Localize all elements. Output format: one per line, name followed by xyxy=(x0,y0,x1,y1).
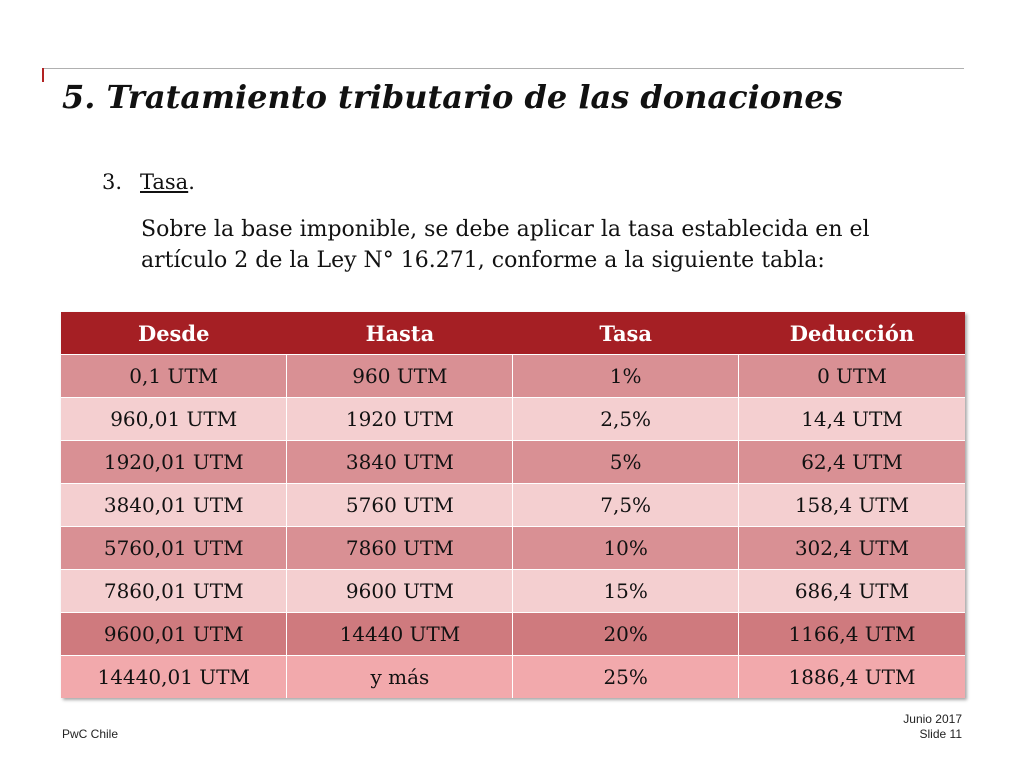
corner-tick xyxy=(42,68,44,82)
cell-tasa: 7,5% xyxy=(513,483,739,526)
cell-desde: 7860,01 UTM xyxy=(61,569,287,612)
cell-desde: 5760,01 UTM xyxy=(61,526,287,569)
cell-desde: 0,1 UTM xyxy=(61,354,287,397)
header-desde: Desde xyxy=(61,312,287,354)
footer-date: Junio 2017 xyxy=(903,712,962,726)
cell-tasa: 2,5% xyxy=(513,397,739,440)
cell-tasa: 15% xyxy=(513,569,739,612)
cell-tasa: 1% xyxy=(513,354,739,397)
cell-hasta: 1920 UTM xyxy=(287,397,513,440)
table-row xyxy=(61,612,965,655)
footer-meta xyxy=(903,712,962,742)
cell-tasa: 20% xyxy=(513,612,739,655)
table-row xyxy=(61,354,965,397)
cell-deduccion: 302,4 UTM xyxy=(739,526,965,569)
table-header-row xyxy=(61,312,965,354)
cell-desde: 14440,01 UTM xyxy=(61,655,287,698)
cell-tasa: 10% xyxy=(513,526,739,569)
header-deduccion: Deducción xyxy=(739,312,965,354)
cell-desde: 1920,01 UTM xyxy=(61,440,287,483)
table-row xyxy=(61,526,965,569)
cell-deduccion: 158,4 UTM xyxy=(739,483,965,526)
top-rule xyxy=(42,68,964,69)
slide-title: 5. Tratamiento tributario de las donaciones xyxy=(62,78,843,116)
footer-company: PwC Chile xyxy=(62,727,119,741)
cell-hasta: 14440 UTM xyxy=(287,612,513,655)
cell-deduccion: 1166,4 UTM xyxy=(739,612,965,655)
header-tasa: Tasa xyxy=(513,312,739,354)
cell-hasta: 3840 UTM xyxy=(287,440,513,483)
cell-tasa: 5% xyxy=(513,440,739,483)
cell-desde: 9600,01 UTM xyxy=(61,612,287,655)
list-number: 3. xyxy=(102,170,123,194)
footer-slide-number: Slide 11 xyxy=(919,727,962,741)
tax-rate-table xyxy=(61,312,965,698)
cell-hasta: 960 UTM xyxy=(287,354,513,397)
cell-hasta: 7860 UTM xyxy=(287,526,513,569)
cell-hasta: 5760 UTM xyxy=(287,483,513,526)
cell-desde: 960,01 UTM xyxy=(61,397,287,440)
table-row xyxy=(61,397,965,440)
cell-deduccion: 0 UTM xyxy=(739,354,965,397)
cell-tasa: 25% xyxy=(513,655,739,698)
intro-paragraph: Sobre la base imponible, se debe aplicar la tasa establecida en el artículo 2 de la Ley N° 16.271, conforme a la siguiente tabla: xyxy=(141,217,870,273)
cell-hasta: 9600 UTM xyxy=(287,569,513,612)
list-item-tasa xyxy=(102,170,195,194)
list-label-suffix: . xyxy=(188,170,195,194)
list-label: Tasa xyxy=(140,170,189,194)
cell-deduccion: 62,4 UTM xyxy=(739,440,965,483)
table-row xyxy=(61,569,965,612)
cell-deduccion: 686,4 UTM xyxy=(739,569,965,612)
cell-deduccion: 14,4 UTM xyxy=(739,397,965,440)
cell-deduccion: 1886,4 UTM xyxy=(739,655,965,698)
table-row xyxy=(61,655,965,698)
cell-desde: 3840,01 UTM xyxy=(61,483,287,526)
table-row xyxy=(61,440,965,483)
cell-hasta: y más xyxy=(287,655,513,698)
header-hasta: Hasta xyxy=(287,312,513,354)
table-row xyxy=(61,483,965,526)
